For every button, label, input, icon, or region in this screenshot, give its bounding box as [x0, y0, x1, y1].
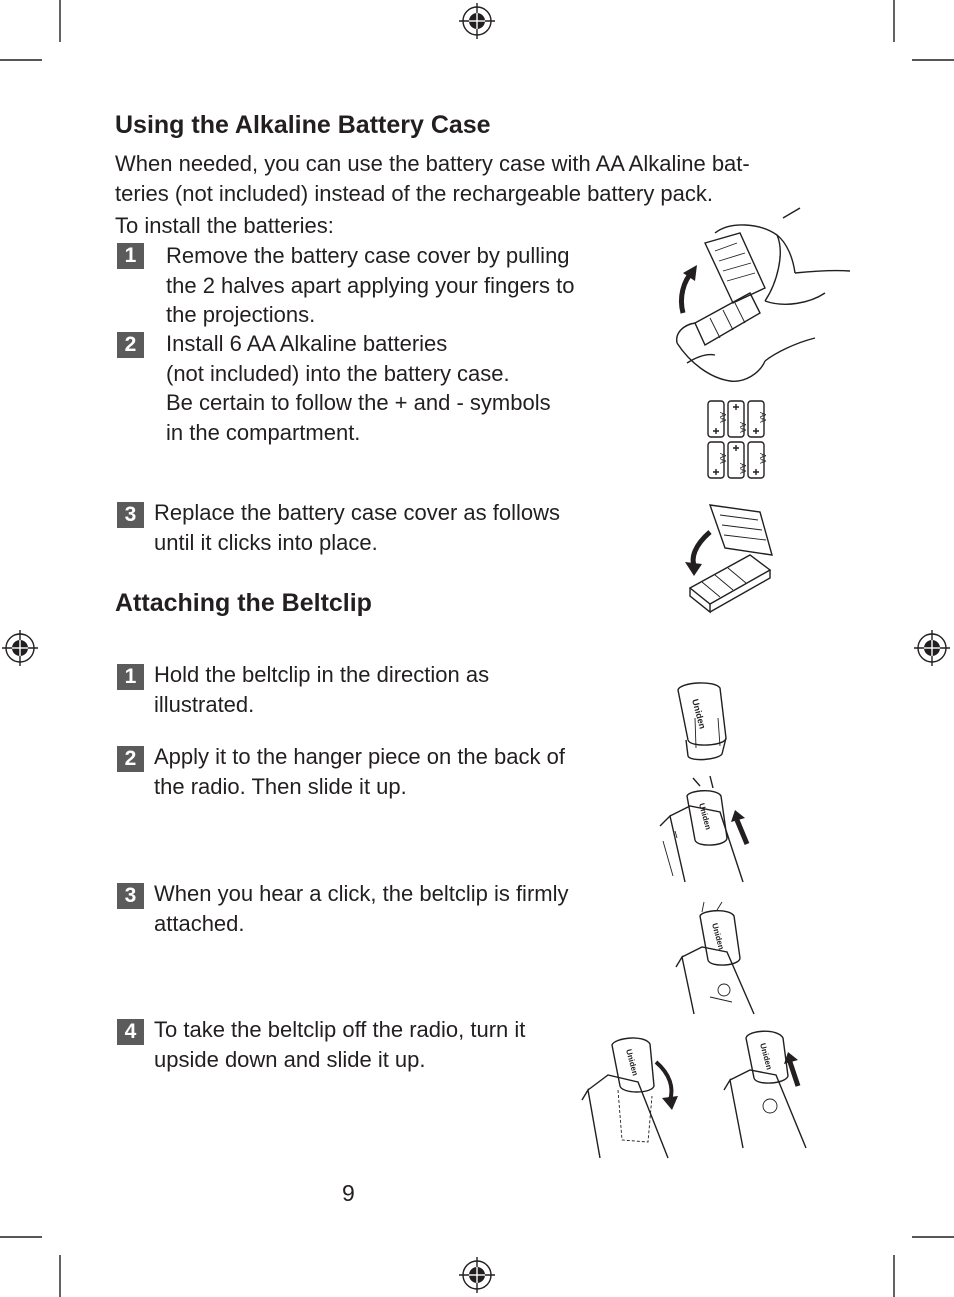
beltclip-step-1-text: [154, 660, 489, 719]
beltclip-step-3-text: [154, 879, 569, 938]
beltclip-brand-label: Uniden: [690, 697, 708, 730]
beltclip-remove-illustration: [578, 1020, 813, 1160]
registration-target-right-icon: [914, 630, 950, 666]
battery-step-3-line: until it clicks into place.: [154, 529, 378, 555]
registration-target-left-icon: [2, 630, 38, 666]
close-battery-case-illustration: [680, 500, 780, 615]
battery-section-heading: Using the Alkaline Battery Case: [115, 111, 491, 139]
battery-intro-line-1: When needed, you can use the battery case with AA Alkaline bat-: [115, 151, 750, 176]
beltclip-step-1-line: Hold the beltclip in the direction as: [154, 662, 490, 687]
beltclip-step-2-text: [154, 742, 565, 801]
battery-step-2-line: Be certain to follow the + and - symbols: [166, 390, 551, 415]
beltclip-attached-illustration: [672, 902, 762, 1017]
beltclip-step-3-number: 3: [117, 883, 144, 909]
battery-step-3-text: [154, 498, 560, 557]
registration-target-bottom-icon: [459, 1257, 495, 1293]
beltclip-attach-illustration: [655, 776, 765, 886]
beltclip-step-3-line: When you hear a click, the beltclip is firmly: [154, 881, 569, 906]
battery-label: AA: [738, 422, 747, 433]
beltclip-step-1-number: 1: [117, 664, 144, 690]
beltclip-brand-label: Uniden: [697, 802, 713, 831]
beltclip-step-2-number: 2: [117, 746, 144, 772]
battery-label: AA: [758, 453, 767, 464]
battery-step-1-text: [166, 241, 574, 330]
battery-step-3-number: 3: [117, 502, 144, 528]
battery-step-2-number: 2: [117, 332, 144, 358]
battery-intro-line-2: teries (not included) instead of the rechargeable battery pack.: [115, 181, 714, 206]
battery-step-1-line: the 2 halves apart applying your fingers to: [166, 272, 575, 298]
beltclip-illustration: [670, 678, 740, 768]
beltclip-step-1-line: illustrated.: [154, 691, 255, 717]
beltclip-brand-label: Uniden: [758, 1042, 774, 1071]
battery-step-2-text: [166, 329, 551, 447]
battery-step-1-number: 1: [117, 243, 144, 269]
battery-step-2-line: (not included) into the battery case.: [166, 360, 510, 386]
open-battery-case-illustration: [665, 213, 825, 388]
battery-label: AA: [738, 463, 747, 474]
beltclip-brand-label: Uniden: [710, 922, 726, 951]
battery-step-1-line: Remove the battery case cover by pulling: [166, 243, 570, 268]
page-number: 9: [342, 1180, 355, 1206]
aa-batteries-illustration: [705, 398, 767, 482]
battery-label: AA: [718, 412, 727, 423]
beltclip-section-heading: Attaching the Beltclip: [115, 589, 372, 617]
beltclip-step-4-text: [154, 1015, 525, 1074]
battery-step-3-line: Replace the battery case cover as follows: [154, 500, 560, 525]
battery-label: AA: [718, 453, 727, 464]
battery-step-2-line: in the compartment.: [166, 419, 361, 445]
beltclip-brand-label: Uniden: [624, 1048, 640, 1077]
beltclip-step-3-line: attached.: [154, 910, 245, 936]
beltclip-step-4-line: To take the beltclip off the radio, turn it: [154, 1017, 526, 1042]
beltclip-step-4-number: 4: [117, 1019, 144, 1045]
beltclip-step-2-line: the radio. Then slide it up.: [154, 773, 407, 799]
registration-target-top-icon: [459, 3, 495, 39]
beltclip-step-2-line: Apply it to the hanger piece on the back of: [154, 744, 565, 769]
battery-label: AA: [758, 412, 767, 423]
battery-step-2-line: Install 6 AA Alkaline batteries: [166, 331, 448, 356]
battery-install-lead: To install the batteries:: [115, 213, 334, 238]
battery-step-1-line: the projections.: [166, 302, 316, 327]
beltclip-step-4-line: upside down and slide it up.: [154, 1046, 426, 1072]
